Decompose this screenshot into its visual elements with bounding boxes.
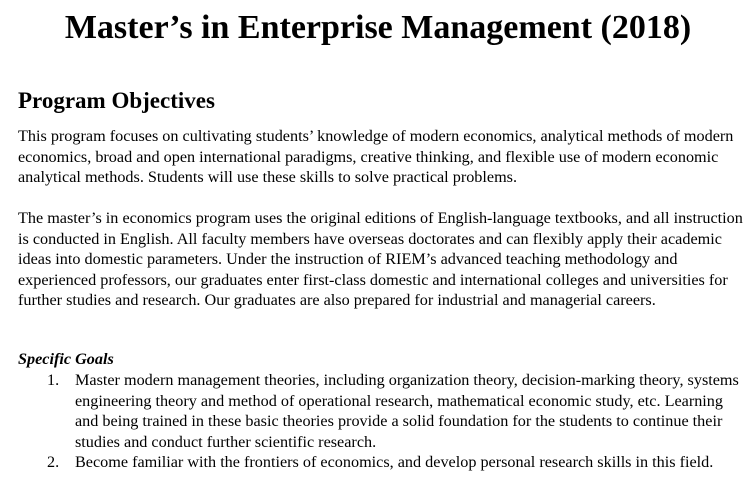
goal-number: 2. — [47, 453, 60, 472]
goal-number: 1. — [47, 371, 60, 389]
objectives-paragraph-2: The master’s in economics program uses the original editions of English-language textbooks, and all instruction is conducted in English. All faculty members have overseas doctorates and can flexibly apply their academic ideas into domestic parameters. Under the instruction of RIEM’s advanced teaching methodology and experienced professors, our graduates enter first-class domestic and international colleges and universities for further studies and research. Our graduates are also prepared for industrial and managerial careers. — [18, 209, 743, 310]
specific-goals-heading: Specific Goals — [18, 350, 114, 368]
goal-text: Master modern management theories, including organization theory, decision-marking theory, systems engineering theory and method of operational research, mathematical economic study, etc. Learning and being trained in these basic theories provide a solid foundation for the students to continue their studies and conduct further scientific research. — [75, 371, 739, 451]
document-title: Master’s in Enterprise Management (2018) — [64, 9, 692, 46]
goal-item — [0, 452, 740, 473]
goal-item — [0, 370, 740, 452]
goal-text: Become familiar with the frontiers of economics, and develop personal research skills in this field. — [75, 453, 714, 472]
objectives-paragraph-1: This program focuses on cultivating students’ knowledge of modern economics, analytical methods of modern economics, broad and open international paradigms, creative thinking, and flexible use of modern economic analytical methods. Students will use these skills to solve practical problems. — [18, 127, 734, 187]
specific-goals-list — [0, 370, 740, 473]
section-heading-program-objectives: Program Objectives — [18, 88, 215, 113]
